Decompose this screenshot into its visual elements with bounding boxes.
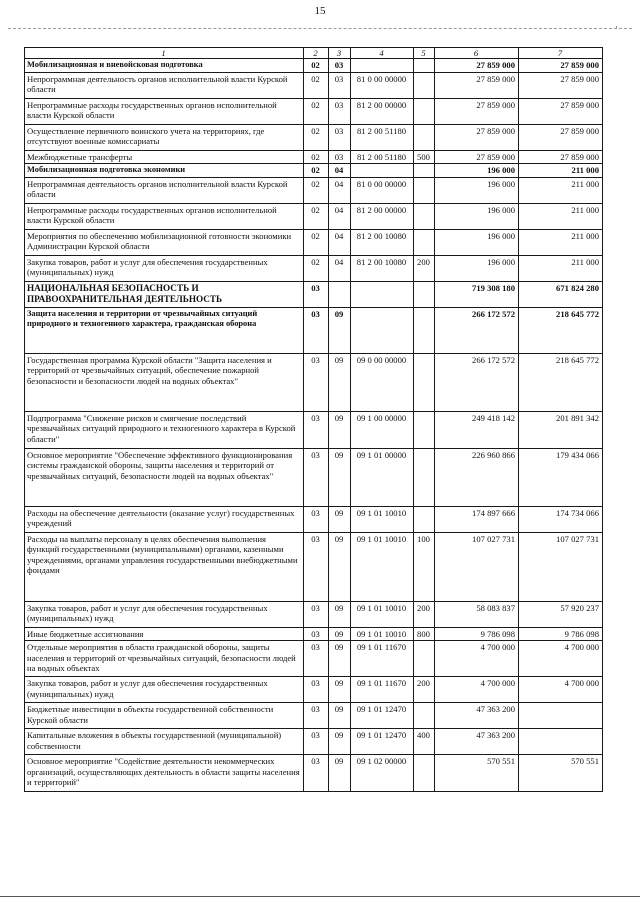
- row-subsection: 09: [329, 641, 351, 677]
- row-section: 02: [304, 229, 329, 255]
- row-expense-type: 200: [414, 677, 435, 703]
- row-amount-year1: 266 172 572: [435, 353, 519, 411]
- row-amount-year1: 107 027 731: [435, 532, 519, 601]
- row-amount-year1: 27 859 000: [435, 150, 519, 163]
- row-section: 03: [304, 532, 329, 601]
- row-amount-year2: 174 734 066: [519, 506, 603, 532]
- table-row: [25, 255, 603, 281]
- table-row: [25, 506, 603, 532]
- row-target-article: 81 0 00 00000: [351, 72, 414, 98]
- row-amount-year2: 671 824 280: [519, 281, 603, 307]
- table-row: [25, 203, 603, 229]
- row-expense-type: 100: [414, 532, 435, 601]
- row-target-article: [351, 164, 414, 177]
- header-col-4: 4: [351, 48, 414, 59]
- table-row: [25, 677, 603, 703]
- header-col-5: 5: [414, 48, 435, 59]
- row-section: 03: [304, 677, 329, 703]
- row-subsection: 03: [329, 98, 351, 124]
- row-subsection: 09: [329, 703, 351, 729]
- table-row: [25, 601, 603, 627]
- row-section: 02: [304, 255, 329, 281]
- table-row: [25, 150, 603, 163]
- row-section: 02: [304, 150, 329, 163]
- row-amount-year2: 4 700 000: [519, 641, 603, 677]
- row-name: Основное мероприятие "Содействие деятельности некоммерческих организаций, осуществляющих деятельность в области защиты населения и территорий": [25, 755, 304, 792]
- bottom-rule: [0, 896, 640, 897]
- row-amount-year2: 107 027 731: [519, 532, 603, 601]
- row-name: Государственная программа Курской области "Защита населения и территорий от чрезвычайных ситуаций, обеспечение пожарной безопасности и безопасности людей на водных объектах": [25, 353, 304, 411]
- row-amount-year1: 174 897 666: [435, 506, 519, 532]
- row-amount-year1: 196 000: [435, 177, 519, 203]
- row-target-article: 81 0 00 00000: [351, 177, 414, 203]
- row-target-article: 81 2 00 00000: [351, 203, 414, 229]
- table-header-row: [25, 48, 603, 59]
- row-expense-type: [414, 703, 435, 729]
- row-target-article: 09 1 01 11670: [351, 677, 414, 703]
- table-row: [25, 177, 603, 203]
- row-subsection: 03: [329, 59, 351, 72]
- table-row: [25, 59, 603, 72]
- row-subsection: 03: [329, 150, 351, 163]
- row-expense-type: [414, 281, 435, 307]
- row-amount-year2: 9 786 098: [519, 627, 603, 640]
- row-name: Основное мероприятие "Обеспечение эффективного функционирования системы гражданской обороны, защиты населения и территорий от чрезвычайных ситуаций, безопасности людей на водных объектах": [25, 448, 304, 506]
- row-amount-year2: 201 891 342: [519, 411, 603, 448]
- table-row: [25, 641, 603, 677]
- row-amount-year2: [519, 703, 603, 729]
- row-amount-year1: 27 859 000: [435, 98, 519, 124]
- row-amount-year2: [519, 729, 603, 755]
- row-name: Отдельные мероприятия в области гражданской обороны, защиты населения и территорий от чрезвычайных ситуаций, безопасности людей на водных объектах: [25, 641, 304, 677]
- table-row: [25, 448, 603, 506]
- scan-mark: ·: [615, 22, 618, 32]
- row-section: 02: [304, 203, 329, 229]
- row-section: 02: [304, 124, 329, 150]
- row-subsection: 09: [329, 448, 351, 506]
- row-target-article: 09 1 01 10010: [351, 532, 414, 601]
- row-target-article: 09 1 00 00000: [351, 411, 414, 448]
- row-amount-year1: 4 700 000: [435, 677, 519, 703]
- row-amount-year2: 4 700 000: [519, 677, 603, 703]
- row-name: Бюджетные инвестиции в объекты государственной собственности Курской области: [25, 703, 304, 729]
- row-section: 03: [304, 411, 329, 448]
- row-expense-type: [414, 124, 435, 150]
- row-subsection: 09: [329, 532, 351, 601]
- row-name: Расходы на выплаты персоналу в целях обеспечения выполнения функций государственными (муниципальными) органами, казенными учреждениями, органами управления государственными внебюджетными фондами: [25, 532, 304, 601]
- row-name: Межбюджетные трансферты: [25, 150, 304, 163]
- budget-table: [24, 47, 603, 792]
- row-target-article: [351, 59, 414, 72]
- row-amount-year1: 47 363 200: [435, 703, 519, 729]
- row-subsection: [329, 281, 351, 307]
- row-section: 02: [304, 59, 329, 72]
- row-target-article: 09 1 01 10010: [351, 506, 414, 532]
- row-target-article: 09 1 02 00000: [351, 755, 414, 792]
- row-expense-type: 400: [414, 729, 435, 755]
- row-section: 03: [304, 641, 329, 677]
- row-amount-year1: 249 418 142: [435, 411, 519, 448]
- row-amount-year1: 196 000: [435, 164, 519, 177]
- row-subsection: 04: [329, 203, 351, 229]
- row-section: 03: [304, 353, 329, 411]
- table-row: [25, 703, 603, 729]
- row-amount-year1: 266 172 572: [435, 307, 519, 353]
- row-name: Иные бюджетные ассигнования: [25, 627, 304, 640]
- row-amount-year2: 179 434 066: [519, 448, 603, 506]
- row-subsection: 09: [329, 755, 351, 792]
- row-expense-type: [414, 98, 435, 124]
- row-name: Непрограммные расходы государственных органов исполнительной власти Курской области: [25, 98, 304, 124]
- row-name: Расходы на обеспечение деятельности (оказание услуг) государственных учреждений: [25, 506, 304, 532]
- row-name: Защита населения и территории от чрезвычайных ситуаций природного и техногенного характера, гражданская оборона: [25, 307, 304, 353]
- row-expense-type: [414, 177, 435, 203]
- row-expense-type: [414, 59, 435, 72]
- row-amount-year1: 4 700 000: [435, 641, 519, 677]
- row-amount-year1: 196 000: [435, 229, 519, 255]
- row-amount-year1: 27 859 000: [435, 124, 519, 150]
- row-name: Непрограммная деятельность органов исполнительной власти Курской области: [25, 72, 304, 98]
- row-subsection: 09: [329, 601, 351, 627]
- row-amount-year2: 211 000: [519, 229, 603, 255]
- row-subsection: 09: [329, 506, 351, 532]
- row-name: Мобилизационная и вневойсковая подготовка: [25, 59, 304, 72]
- row-section: 02: [304, 177, 329, 203]
- row-amount-year1: 196 000: [435, 255, 519, 281]
- table-row: [25, 164, 603, 177]
- header-col-1: 1: [25, 48, 304, 59]
- table-row: [25, 124, 603, 150]
- row-target-article: 09 1 01 10010: [351, 601, 414, 627]
- row-subsection: 03: [329, 124, 351, 150]
- row-section: 03: [304, 448, 329, 506]
- row-target-article: 09 1 01 12470: [351, 703, 414, 729]
- row-amount-year2: 570 551: [519, 755, 603, 792]
- table-row: [25, 281, 603, 307]
- row-expense-type: 200: [414, 255, 435, 281]
- row-subsection: 09: [329, 627, 351, 640]
- row-subsection: 04: [329, 177, 351, 203]
- row-subsection: 09: [329, 307, 351, 353]
- row-name: Мобилизационная подготовка экономики: [25, 164, 304, 177]
- row-subsection: 04: [329, 255, 351, 281]
- row-name: Мероприятия по обеспечению мобилизационной готовности экономики Администрации Курской области: [25, 229, 304, 255]
- row-name: Капитальные вложения в объекты государственной (муниципальной) собственности: [25, 729, 304, 755]
- table-row: [25, 307, 603, 353]
- row-amount-year2: 218 645 772: [519, 353, 603, 411]
- row-amount-year2: 211 000: [519, 255, 603, 281]
- row-amount-year2: 27 859 000: [519, 124, 603, 150]
- row-section: 02: [304, 72, 329, 98]
- row-expense-type: [414, 755, 435, 792]
- header-col-7: 7: [519, 48, 603, 59]
- row-amount-year2: 211 000: [519, 164, 603, 177]
- row-section: 03: [304, 703, 329, 729]
- row-target-article: 09 0 00 00000: [351, 353, 414, 411]
- table-row: [25, 411, 603, 448]
- row-name: Закупка товаров, работ и услуг для обеспечения государственных (муниципальных) нужд: [25, 601, 304, 627]
- top-rule: [8, 28, 632, 29]
- table-row: [25, 229, 603, 255]
- row-name: Осуществление первичного воинского учета на территориях, где отсутствуют военные комиссариаты: [25, 124, 304, 150]
- row-target-article: 81 2 00 51180: [351, 124, 414, 150]
- row-expense-type: [414, 164, 435, 177]
- row-amount-year1: 47 363 200: [435, 729, 519, 755]
- row-name: Закупка товаров, работ и услуг для обеспечения государственных (муниципальных) нужд: [25, 677, 304, 703]
- row-expense-type: [414, 353, 435, 411]
- row-expense-type: 200: [414, 601, 435, 627]
- row-amount-year1: 58 083 837: [435, 601, 519, 627]
- row-expense-type: [414, 506, 435, 532]
- row-subsection: 03: [329, 72, 351, 98]
- row-subsection: 04: [329, 229, 351, 255]
- row-section: 02: [304, 164, 329, 177]
- row-amount-year2: 211 000: [519, 203, 603, 229]
- table-row: [25, 729, 603, 755]
- row-section: 03: [304, 506, 329, 532]
- row-expense-type: [414, 641, 435, 677]
- row-target-article: [351, 307, 414, 353]
- row-target-article: 81 2 00 00000: [351, 98, 414, 124]
- row-section: 02: [304, 98, 329, 124]
- row-amount-year1: 196 000: [435, 203, 519, 229]
- row-target-article: 09 1 01 10010: [351, 627, 414, 640]
- row-subsection: 04: [329, 164, 351, 177]
- row-amount-year1: 226 960 866: [435, 448, 519, 506]
- page-number: 15: [314, 5, 326, 17]
- row-amount-year2: 27 859 000: [519, 59, 603, 72]
- row-expense-type: [414, 229, 435, 255]
- header-col-3: 3: [329, 48, 351, 59]
- row-name: НАЦИОНАЛЬНАЯ БЕЗОПАСНОСТЬ И ПРАВООХРАНИТЕЛЬНАЯ ДЕЯТЕЛЬНОСТЬ: [25, 281, 304, 307]
- row-target-article: 81 2 00 10080: [351, 255, 414, 281]
- row-target-article: [351, 281, 414, 307]
- row-name: Непрограммная деятельность органов исполнительной власти Курской области: [25, 177, 304, 203]
- row-expense-type: [414, 307, 435, 353]
- table-row: [25, 72, 603, 98]
- row-section: 03: [304, 307, 329, 353]
- row-amount-year1: 27 859 000: [435, 59, 519, 72]
- row-target-article: 81 2 00 51180: [351, 150, 414, 163]
- row-amount-year2: 218 645 772: [519, 307, 603, 353]
- row-subsection: 09: [329, 677, 351, 703]
- row-expense-type: [414, 72, 435, 98]
- row-name: Закупка товаров, работ и услуг для обеспечения государственных (муниципальных) нужд: [25, 255, 304, 281]
- row-expense-type: [414, 448, 435, 506]
- row-section: 03: [304, 601, 329, 627]
- row-amount-year2: 57 920 237: [519, 601, 603, 627]
- row-amount-year1: 27 859 000: [435, 72, 519, 98]
- table-row: [25, 755, 603, 792]
- row-name: Непрограммные расходы государственных органов исполнительной власти Курской области: [25, 203, 304, 229]
- header-col-2: 2: [304, 48, 329, 59]
- row-section: 03: [304, 729, 329, 755]
- table-row: [25, 532, 603, 601]
- row-amount-year2: 27 859 000: [519, 98, 603, 124]
- row-amount-year1: 9 786 098: [435, 627, 519, 640]
- row-section: 03: [304, 755, 329, 792]
- row-target-article: 09 1 01 12470: [351, 729, 414, 755]
- table-row: [25, 627, 603, 640]
- table-row: [25, 98, 603, 124]
- row-subsection: 09: [329, 353, 351, 411]
- row-section: 03: [304, 281, 329, 307]
- row-amount-year2: 27 859 000: [519, 150, 603, 163]
- row-amount-year1: 719 308 180: [435, 281, 519, 307]
- row-section: 03: [304, 627, 329, 640]
- header-col-6: 6: [435, 48, 519, 59]
- row-amount-year2: 211 000: [519, 177, 603, 203]
- row-target-article: 81 2 00 10080: [351, 229, 414, 255]
- row-amount-year2: 27 859 000: [519, 72, 603, 98]
- row-name: Подпрограмма "Снижение рисков и смягчение последствий чрезвычайных ситуаций природного и техногенного характера в Курской области": [25, 411, 304, 448]
- row-expense-type: 800: [414, 627, 435, 640]
- row-subsection: 09: [329, 411, 351, 448]
- row-subsection: 09: [329, 729, 351, 755]
- row-expense-type: [414, 411, 435, 448]
- row-expense-type: [414, 203, 435, 229]
- row-expense-type: 500: [414, 150, 435, 163]
- table-row: [25, 353, 603, 411]
- row-target-article: 09 1 01 00000: [351, 448, 414, 506]
- row-amount-year1: 570 551: [435, 755, 519, 792]
- row-target-article: 09 1 01 11670: [351, 641, 414, 677]
